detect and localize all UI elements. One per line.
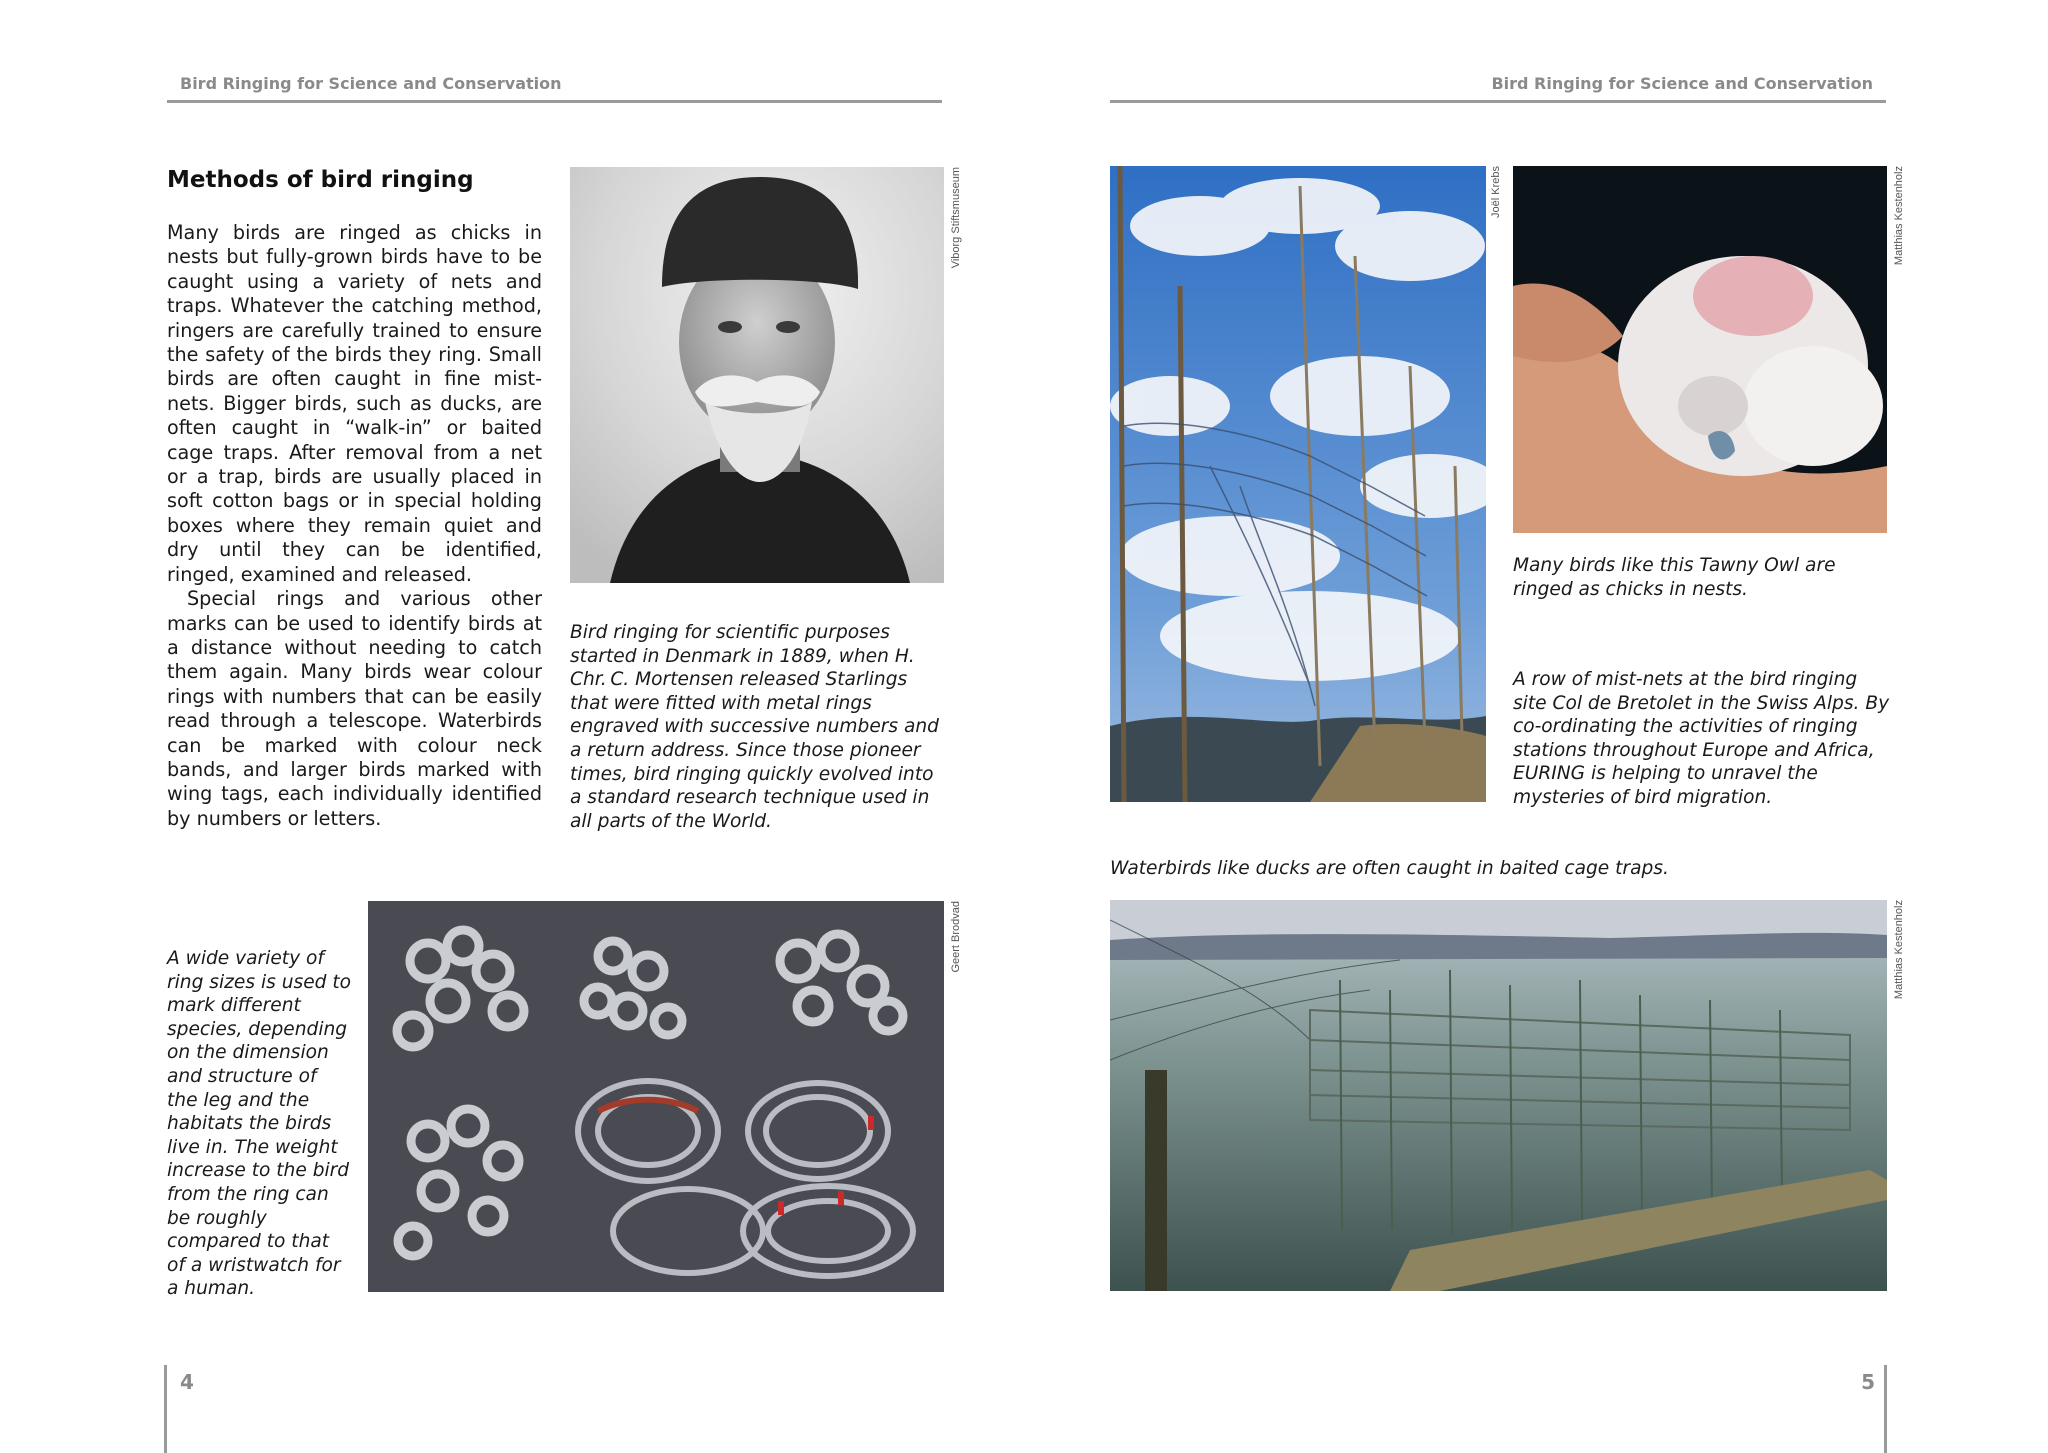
portrait-photo: [570, 167, 944, 583]
owl-credit: Matthias Kestenholz: [1893, 166, 1905, 266]
rings-credit: Geert Brodvad: [950, 901, 962, 973]
left-header-rule: [167, 100, 942, 103]
left-footer-rule: [164, 1365, 167, 1453]
section-heading: Methods of bird ringing: [167, 167, 474, 193]
left-running-head: Bird Ringing for Science and Conservation: [180, 74, 562, 93]
right-running-head: Bird Ringing for Science and Conservation: [1491, 74, 1873, 93]
right-header-rule: [1110, 100, 1886, 103]
mist-net-credit: Joël Krebs: [1490, 166, 1502, 218]
rings-caption: A wide variety of ring sizes is used to mark different species, depending on the dimension and structure of the leg and the habitats the birds live in. The weight increase to the bird from the ring can be roughly compared to that of a wristwatch for a human.: [167, 948, 352, 1300]
right-footer-rule: [1884, 1365, 1887, 1453]
paragraph-1: Many birds are ringed as chicks in nests but fully-grown birds have to be caught using a variety of nets and traps. Whatever the catching method, ringers are carefully trained to ensure the safety of the birds they ring. Small birds are often caught in fine mist-nets. Bigger birds, such as ducks, are often caught in “walk-in” or baited cage traps. After removal from a net or a trap, birds are usually placed in soft cotton bags or in special holding boxes where they remain quiet and dry until they can be identified, ringed, examined and released.: [167, 221, 542, 586]
left-page-number: 4: [180, 1370, 194, 1394]
right-page-number: 5: [1861, 1370, 1875, 1394]
portrait-credit: Viborg Stiftsmuseum: [950, 167, 962, 269]
cage-trap-caption: Waterbirds like ducks are often caught in baited cage traps.: [1110, 858, 1669, 879]
rings-photo: [368, 901, 944, 1292]
mist-net-photo: [1110, 166, 1486, 802]
paragraph-2: Special rings and various other marks can be used to identify birds at a distance without needing to catch them again. Many birds wear colour rings with numbers that can be easily read through a telescope. Waterbirds can be marked with colour neck bands, and larger birds marked with wing tags, each individually identified by numbers or letters.: [167, 587, 542, 830]
mist-net-caption: A row of mist-nets at the bird ringing site Col de Bretolet in the Swiss Alps. By co-ordinating the activities of ringing stations throughout Europe and Africa, EURING is helping to unravel the mysteries of bird migration.: [1513, 669, 1890, 808]
portrait-caption: Bird ringing for scientific purposes started in Denmark in 1889, when H. Chr. C. Mortensen released Starlings that were fitted with metal rings engraved with successive numbers and a return address. Since those pioneer times, bird ringing quickly evolved into a standard research technique used in all parts of the World.: [570, 622, 939, 832]
owl-chick-photo: [1513, 166, 1887, 533]
cage-trap-credit: Matthias Kestenholz: [1893, 900, 1905, 1000]
owl-caption: Many birds like this Tawny Owl are ringed as chicks in nests.: [1513, 555, 1836, 600]
body-text: [167, 221, 542, 831]
cage-trap-photo: [1110, 900, 1887, 1291]
